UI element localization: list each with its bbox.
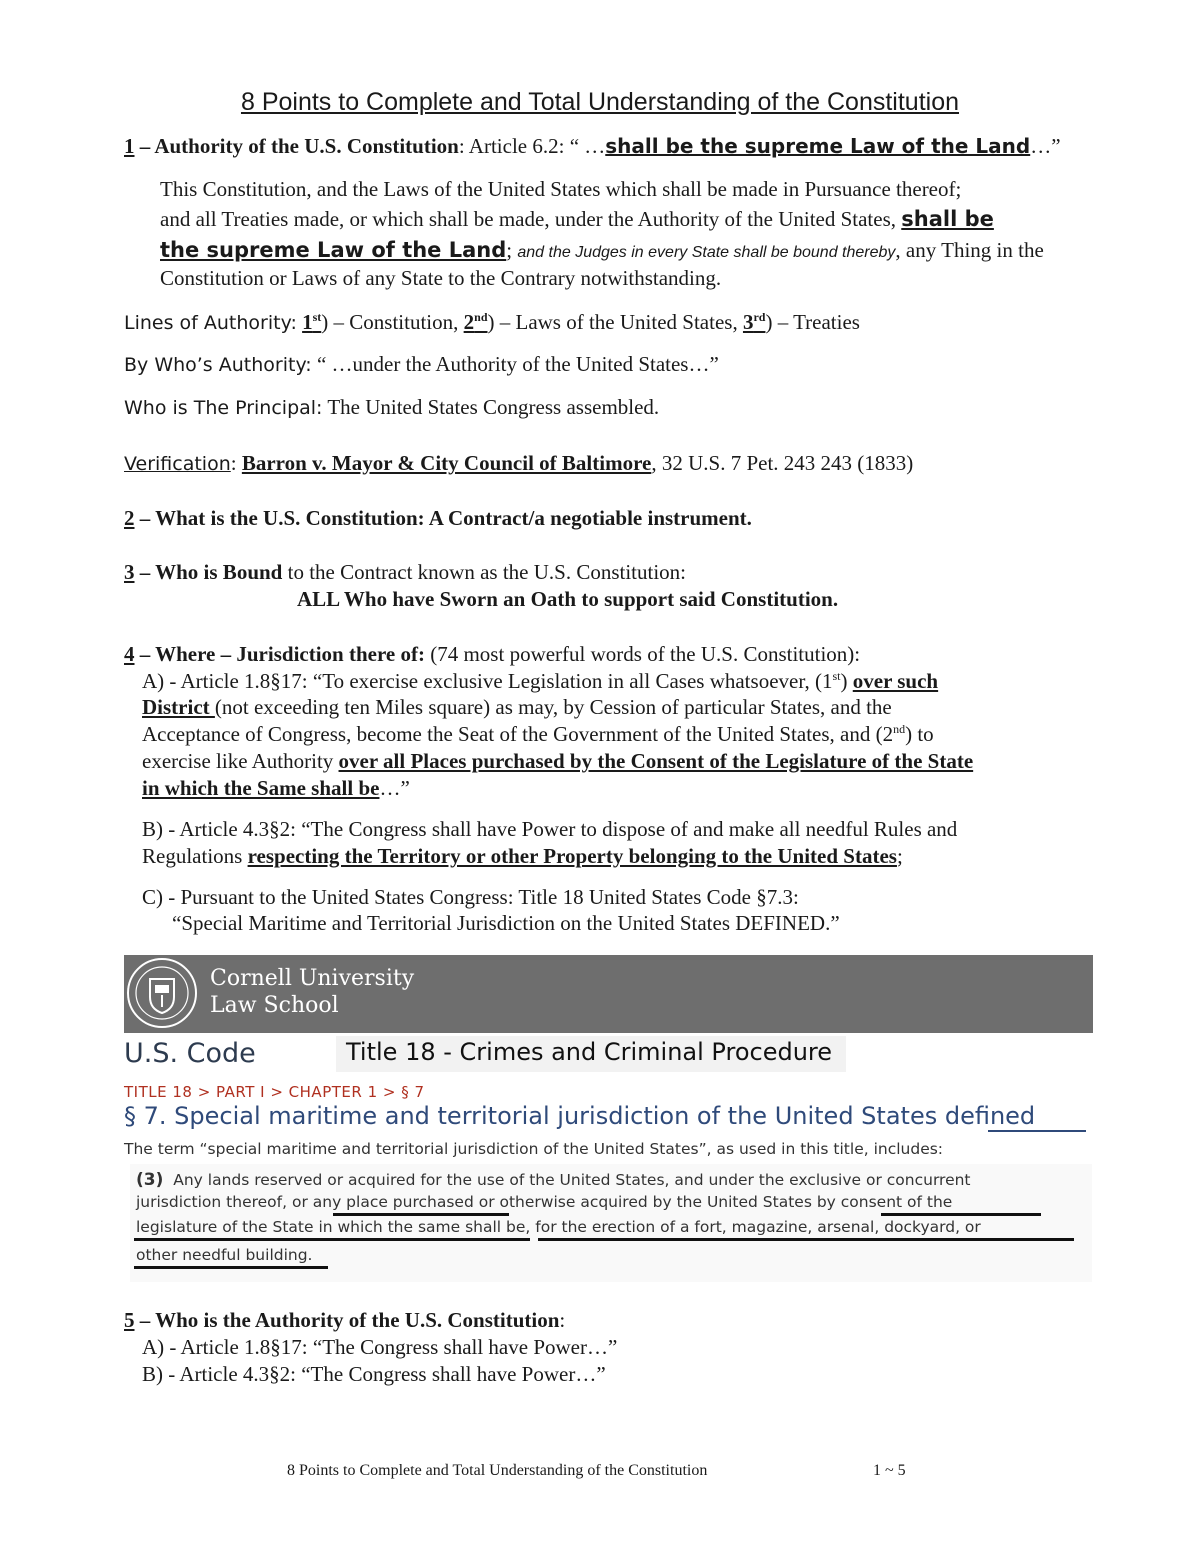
page-number: 1 ~ 5 <box>873 1462 906 1479</box>
underline-erection <box>538 1238 1074 1241</box>
underline-needful-building <box>134 1266 328 1269</box>
quote-line-3: the supreme Law of the Land; and the Judges in every State shall be bound thereby, any Thing in the <box>160 238 1044 262</box>
point-4c-line-1: C) - Pursuant to the United States Congress: Title 18 United States Code §7.3: <box>142 885 799 909</box>
us-code-label: U.S. Code <box>124 1038 256 1069</box>
by-whos-authority: By Who’s Authority: “ …under the Authority of the United States…” <box>124 352 719 376</box>
statute-line-1: (3) Any lands reserved or acquired for the use of the United States, and under the exclusive or concurrent <box>136 1170 971 1190</box>
quote-line-4: Constitution or Laws of any State to the Contrary notwithstanding. <box>160 266 722 290</box>
term-definition: The term “special maritime and territorial jurisdiction of the United States”, as used in this title, includes: <box>124 1140 944 1158</box>
footer-title: 8 Points to Complete and Total Understanding of the Constitution <box>287 1462 708 1479</box>
defined-underline <box>988 1130 1086 1132</box>
verification: Verification: Barron v. Mayor & City Council of Baltimore, 32 U.S. 7 Pet. 243 243 (1833) <box>124 451 914 475</box>
point-4a-line-1: A) - Article 1.8§17: “To exercise exclusive Legislation in all Cases whatsoever, (1st) over such <box>142 669 939 693</box>
quote-line-2: and all Treaties made, or which shall be made, under the Authority of the United States, shall be <box>160 207 994 231</box>
point-4a-line-4: exercise like Authority over all Places purchased by the Consent of the Legislature of the State <box>142 749 974 773</box>
page-title: 8 Points to Complete and Total Understanding of the Constitution <box>240 88 960 116</box>
statute-line-2: jurisdiction thereof, or any place purchased or otherwise acquired by the United States by consent of the <box>136 1193 953 1211</box>
point-4a-line-2: District (not exceeding ten Miles square) as may, by Cession of particular States, and the <box>142 695 892 719</box>
underline-consent <box>881 1213 1041 1216</box>
statute-line-3: legislature of the State in which the same shall be, for the erection of a fort, magazine, arsenal, dockyard, or <box>136 1218 981 1236</box>
point-4a-line-5: in which the Same shall be…” <box>142 776 410 800</box>
point-5: 5 – Who is the Authority of the U.S. Constitution: <box>124 1308 566 1332</box>
point-3-bound-statement: ALL Who have Sworn an Oath to support said Constitution. <box>297 587 839 611</box>
underline-legislature <box>134 1238 530 1241</box>
point-3: 3 – Who is Bound to the Contract known as the U.S. Constitution: <box>124 560 687 584</box>
point-2: 2 – What is the U.S. Constitution: A Contract/a negotiable instrument. <box>124 506 752 530</box>
point-5a: A) - Article 1.8§17: “The Congress shall have Power…” <box>142 1335 618 1359</box>
title-18-heading: Title 18 - Crimes and Criminal Procedure <box>346 1038 833 1066</box>
cornell-name: Cornell University Law School <box>210 966 415 1018</box>
section-7-heading: § 7. Special maritime and territorial jurisdiction of the United States defined <box>124 1102 1036 1130</box>
point-4b-line-2: Regulations respecting the Territory or other Property belonging to the United States; <box>142 844 903 868</box>
point-4b-line-1: B) - Article 4.3§2: “The Congress shall have Power to dispose of and make all needful Rules and <box>142 817 958 841</box>
who-is-principal: Who is The Principal: The United States Congress assembled. <box>124 395 660 419</box>
point-5b: B) - Article 4.3§2: “The Congress shall have Power…” <box>142 1362 606 1386</box>
underline-any-place <box>333 1213 509 1216</box>
statute-line-4: other needful building. <box>136 1246 313 1264</box>
cornell-seal-icon <box>126 957 198 1029</box>
point-4c-line-2: “Special Maritime and Territorial Jurisdiction on the United States DEFINED.” <box>172 911 840 935</box>
point-4a-line-3: Acceptance of Congress, become the Seat of the Government of the United States, and (2nd) to <box>142 722 934 746</box>
lines-of-authority: Lines of Authority: 1st) – Constitution, 2nd) – Laws of the United States, 3rd) – Treaties <box>124 310 860 334</box>
quote-line-1: This Constitution, and the Laws of the United States which shall be made in Pursuance thereof; <box>160 177 962 201</box>
point-1-heading: 1 – Authority of the U.S. Constitution: Article 6.2: “ …shall be the supreme Law of the Land…” <box>124 134 1061 158</box>
point-4: 4 – Where – Jurisdiction there of: (74 most powerful words of the U.S. Constitution): <box>124 642 861 666</box>
breadcrumb[interactable]: TITLE 18 > PART I > CHAPTER 1 > § 7 <box>124 1083 425 1101</box>
